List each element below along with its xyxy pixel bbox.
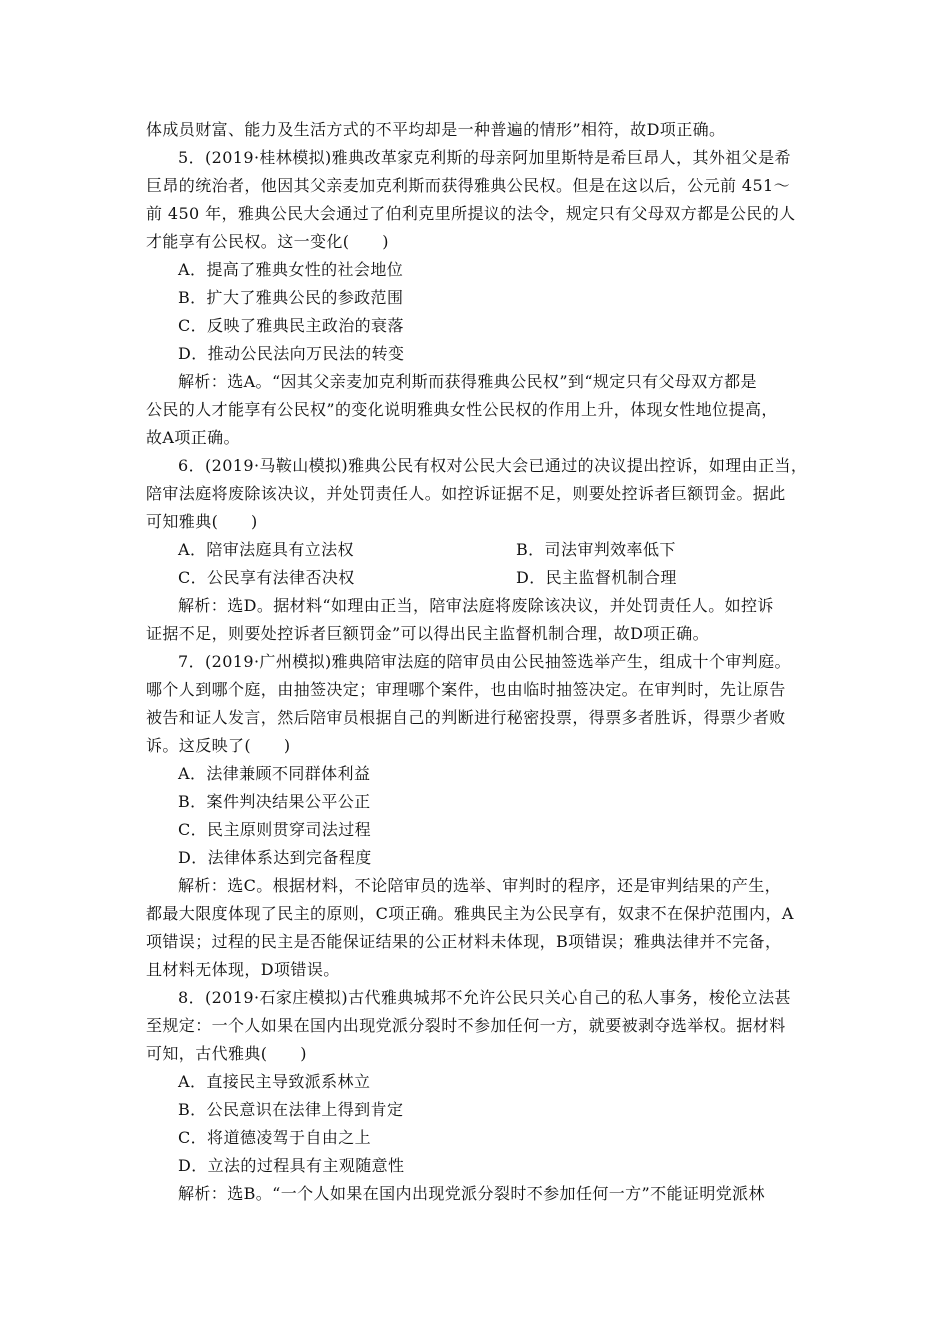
option-c: C．反映了雅典民主政治的衰落 (178, 316, 404, 335)
question-6-stem: 6．(2019·马鞍山模拟)雅典公民有权对公民大会已通过的决议提出控诉，如理由正当， (178, 456, 808, 475)
text-line: 证据不足，则要处控诉者巨额罚金”可以得出民主监督机制合理，故D项正确。 (146, 624, 710, 643)
option-a: A．陪审法庭具有立法权 (178, 540, 354, 559)
option-b: B．扩大了雅典公民的参政范围 (178, 288, 404, 307)
text-line: 哪个人到哪个庭，由抽签决定；审理哪个案件，也由临时抽签决定。在审判时，先让原告 (146, 680, 786, 699)
option-c: C．公民享有法律否决权 (178, 568, 355, 587)
text-line: 可知雅典( ) (146, 512, 258, 531)
question-5-stem: 5．(2019·桂林模拟)雅典改革家克利斯的母亲阿加里斯特是希巨昂人，其外祖父是希 (178, 148, 791, 167)
text-line: 项错误；过程的民主是否能保证结果的公正材料未体现，B项错误；雅典法律并不完备， (146, 932, 782, 951)
text-line: 诉。这反映了( ) (146, 736, 291, 755)
answer-explanation: 解析：选B。“一个人如果在国内出现党派分裂时不参加任何一方”不能证明党派林 (178, 1184, 765, 1203)
question-8-stem: 8．(2019·石家庄模拟)古代雅典城邦不允许公民只关心自己的私人事务，梭伦立法甚 (178, 988, 791, 1007)
option-d: D．推动公民法向万民法的转变 (178, 344, 405, 363)
option-b: B．公民意识在法律上得到肯定 (178, 1100, 404, 1119)
text-line: 且材料无体现，D项错误。 (146, 960, 340, 979)
text-line: 至规定：一个人如果在国内出现党派分裂时不参加任何一方，就要被剥夺选举权。据材料 (146, 1016, 786, 1035)
text-line: 被告和证人发言，然后陪审员根据自己的判断进行秘密投票，得票多者胜诉，得票少者败 (146, 708, 786, 727)
text-line: 都最大限度体现了民主的原则，C项正确。雅典民主为公民享有，奴隶不在保护范围内，A (146, 904, 794, 923)
text-line: 陪审法庭将废除该决议，并处罚责任人。如控诉证据不足，则要处控诉者巨额罚金。据此 (146, 484, 786, 503)
answer-explanation: 解析：选A。“因其父亲麦加克利斯而获得雅典公民权”到“规定只有父母双方都是 (178, 372, 757, 391)
option-d: D．民主监督机制合理 (516, 568, 677, 587)
question-7-stem: 7．(2019·广州模拟)雅典陪审法庭的陪审员由公民抽签选举产生，组成十个审判庭。 (178, 652, 791, 671)
option-d: D．立法的过程具有主观随意性 (178, 1156, 405, 1175)
text-line: 故A项正确。 (146, 428, 240, 447)
option-c: C．民主原则贯穿司法过程 (178, 820, 372, 839)
answer-explanation: 解析：选D。据材料“如理由正当，陪审法庭将废除该决议，并处罚责任人。如控诉 (178, 596, 774, 615)
option-a: A．直接民主导致派系林立 (178, 1072, 371, 1091)
option-c: C．将道德凌驾于自由之上 (178, 1128, 372, 1147)
text-line: 公民的人才能享有公民权”的变化说明雅典女性公民权的作用上升，体现女性地位提高， (146, 400, 778, 419)
text-line: 巨昂的统治者，他因其父亲麦加克利斯而获得雅典公民权。但是在这以后，公元前 451～ (146, 176, 791, 195)
text-line: 才能享有公民权。这一变化( ) (146, 232, 389, 251)
text-line: 可知，古代雅典( ) (146, 1044, 307, 1063)
text-line: 体成员财富、能力及生活方式的不平均却是一种普遍的情形”相符，故D项正确。 (146, 120, 726, 139)
option-a: A．法律兼顾不同群体利益 (178, 764, 371, 783)
option-a: A．提高了雅典女性的社会地位 (178, 260, 404, 279)
option-b: B．司法审判效率低下 (516, 540, 676, 559)
answer-explanation: 解析：选C。根据材料，不论陪审员的选举、审判时的程序，还是审判结果的产生， (178, 876, 782, 895)
option-d: D．法律体系达到完备程度 (178, 848, 372, 867)
text-line: 前 450 年，雅典公民大会通过了伯利克里所提议的法令，规定只有父母双方都是公民的人 (146, 204, 796, 223)
option-b: B．案件判决结果公平公正 (178, 792, 371, 811)
